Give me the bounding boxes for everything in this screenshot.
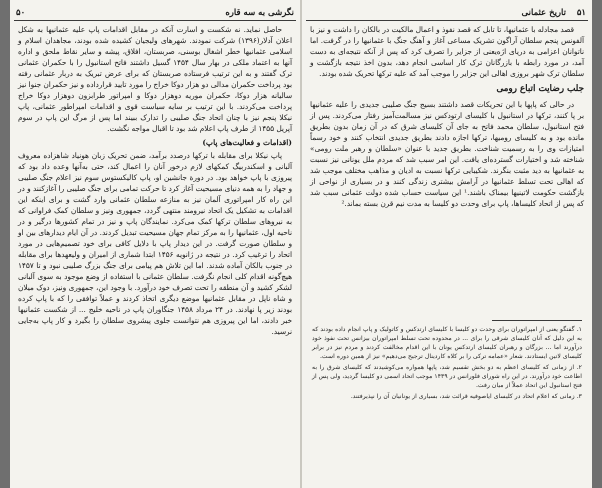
book-spread [10,0,592,488]
right-body-text [310,24,584,211]
page-number-left: ۵۰ [16,8,26,18]
running-head-left [14,6,296,21]
left-body-text [18,24,292,339]
footnote: ۲. از زمانی که کلیسای اعظم به دو بخش تقسیم شد، پاپها همواره می‌کوشیدند که کلیسای شرق را به اطاعت خود درآورند. در این راه شورای فلورانس در ۱۴۳۹ موجب اتحاد اسمی دو کلیسا گردید، ولی پس از فتح استانبول این اتحاد عملاً از میان رفت. [312,364,582,389]
running-head-right [306,6,588,21]
running-title-right: تاریخ عثمانی [521,8,566,18]
right-page [306,0,588,488]
book-gutter [300,0,302,488]
footnote: ۳. زمانی که اعلام اتحاد در کلیسای ایاصوفیه قرائت شد، بسیاری از یونانیان آن را نپذیرفتند. [350,393,582,400]
footnote: ۱. گفتگو یعنی از امپراتوران برای وحدت دو کلیسا با کلیسای ارتدکس و کاتولیک و پاپ انجام داده بودند که به این دلیل که آنان کلیسای شرقی را برای ... در محدوده تحت تسلط امپراتوران بیزانس تحت نفوذ خود درآورند اما ... بزرگان و رهبران کلیسای ارتدکس یونان با این اقدام مخالفت کردند و مردم نیز در برابر کلیسای لاتین ایستادند. شعار «عمامه ترکی را بر کلاه کاردینال ترجیح می‌دهیم» نیز از همین دوره است. [312,326,582,360]
footnotes [312,320,582,403]
page-number-right: ۵۱ [576,8,586,18]
left-page [14,0,296,488]
footnote-divider [492,320,582,321]
paragraph: قصد مجادله با عثمانیها، تا تابل که قصد نفوذ و اعمال مالکیت در بالکان را داشت و نیز با آلفونس پنجم سلطان آراگون تشریک مساعی آغاز و آهنگ جنگ با عثمانیها را در گرفت. اما ناتوانان اعزامی به دریای اژه‌یعنی از جزایر را تصرف کرد که پس از آنکه نتیجه‌ای به دست آمد، در مورد رابطه با بازرگانان ترک کار اساسی انجام دهد، بدون اخذ نتیجه بازگشت و سلطان ترک شهر بروزی اهالی این جزایر را موجب آمد که علیه ترکها تحریک شده بودند. [310,25,584,78]
paragraph: پاپ نیکلا برای مقابله با ترکها درصدد برآمد، ضمن تحریک زبان هونیاد شاهزاده معروف آلبانی و اسکندربیگ کمکهای لازم درخور آنان را اعمال کند، حتی به‌آنها وعده داد بود که پیروزی با پاپ خواهد بود. در دورة جانشین او، پاپ کالیکستوس سوم نیز اعلام جنگ صلیبی و جهاد را به همه دنیای مسیحیت آغاز کرد تا حرکت تمامی برای جنگ صلیبی را آغازکنند و در این راه کار امپراتوری آلمان نیز به منازعه سلطان عثمانی وارد گشت و برای اینکه این اقدامات به تشکیل یک اتحاد نیرومند منتهی گردد، جمهوری ونیز و سلطان کمک فراوانی که به نیروهای سلطان ترکها کمک می‌کرد. نمایندگان پاپ و نیز در تمام کشورها درگیر و در ناحیه اول، عثمانیها را به مرکز تمام جهان مسیحیت تبدیل کردند. در آن ایام دیدارهای بین او و سلطان صورت گرفت. در این دیدار پاپ با دلایل کافی برای خود تصمیم‌هایی در مورد اتحاد را ترغیب کرد. در نتیجه در ژانویه ۱۴۵۶ ابتدا شماری از امیران و ولیعهدها برای مقابله در جنوب بالکان آماده شدند. اما این تلاش هم پیامی برای جنگ بزرگ صلیبی نبود و تا ۱۴۵۷ هیچ‌گونه اقدام کلی انجام نگرفت. سلطان عثمانی با استفاده از وضع موجود به سوی آلبانی لشکر کشید و آن منطقه را تحت تصرف خود درآورد. با وجود این، جمهوری ونیز، دوک میلان و شاه ناپل در مقابل عثمانیها موضع دیگری اتخاذ کردند و عملاً توافقی را که با پاپ کرده بودند زیر پا نهادند. در ۲۴ مرداد ۱۴۵۸ جنگاوران پاپ در ناحیه خلیج ... از شکست عثمانیها خبر دادند، اما این پیروزی هم نتوانست جلوی پیشروی سلطان را بگیرد و کار پاپ به‌جایی نرسید. [18,151,292,336]
paragraph: در حالی که پاپها با این تحریکات قصد داشتند بسیج جنگ صلیبی جدیدی را علیه عثمانیها بر پا کنند، ترکها در استانبول با کلیسای ارتودکس نیز مسالمت‌آمیز رفتار می‌کردند. پس از فتح استانبول، سلطان محمد فاتح به جای آن کلیسای شرق که در آن زمان بدون بطریق مانده بود و به کلیسای رومیها، ترکها اجازه دادند بطریق جدیدی انتخاب کنند و خود رسماً امتیازات وی را به رسمیت شناخت. بطریق جدید با عنوان «سلطان و رهبر ملت رومی» شناخته شد و اختیارات گسترده‌ای یافت. این امر سبب شد که مردم ملل یونانی نیز نسبت به عثمانیها به دید مثبت بنگرند. شکیبایی ترکها نسبت به ادیان و مذاهب مختلف موجب شد که اهالی تحت تسلط عثمانیها در آرامش بیشتری زندگی کنند و در بسیاری از نواحی از بازگشت حکومت لاتینیها بیمناک باشند.¹ این سیاست حساب شده دولت عثمانی سبب شد که پس از اتحاد کلیساها، پاپ برای وحدت دو کلیسا به مدت نیم قرن بسته بماند.² [310,100,584,208]
running-title-left: نگرشی به سه قاره [225,8,294,18]
section-heading: جلب رضایت اتباع رومی [496,84,584,94]
paragraph: حاصل نماید. نه شکست و اسارت آنکه در مقابل اقدامات پاپ علیه عثمانیها به شکل اعلان آدلار(۱۳۹۶) شرکت نمودند. شهرهای ولیجیان کشیده شده بودند، مجاهدان اسلام و اسلامی عثمانیها خطر اشغال بوسنی، صربستان، افلاق، پیشه و سایر نقاط ملحق و اداره آنها به اعتماد ملکی در بهار سال ۱۴۵۴ گسیل داشتند فاتح استانبول را با حکمران عثمانی ترک گفتند و به این ترتیب فرستاده صربستان که برای عرض تبریک به دربار عثمانی رفته بود پرداخت حکمران مدالی دو هزار دوکا خراج را مورد تایید قرارداده و نیز حکمران جنوا نیز سالیانه هزار دوکا، حکمران موریه دوهزار دوکا و امپراتور طرابزون دوهزار دوکا خراج پرداخت می‌کردند. با این ترتیب بر سایه سیاست قوی و اقدامات امپراطور عثمانی، پاپ نیکلا پنجم نیز با چنان اتحاد جنگ صلیبی را تدارک ببیند اما پس از مرگ این پاپ در سوم آپریل ۱۴۵۵ از طرف پاپ اعلام شد بود تا اقبال مواجه نگشت. [18,25,292,133]
subsection-heading: (اقدامات و فعالیت‌های پاپ) [202,138,292,147]
